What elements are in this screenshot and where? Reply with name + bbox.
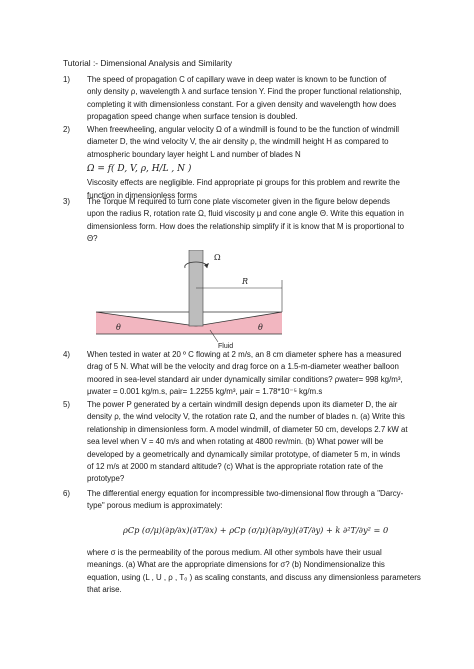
text-line: upon the radius R, rotation rate Ω, fluid viscosity μ and cone angle Θ. Write this equation in bbox=[87, 209, 404, 219]
text-line: prototype? bbox=[87, 474, 125, 484]
text-line: sea level when V = 40 m/s and when rotating at 4800 rev/min. (b) What power will be bbox=[87, 437, 384, 447]
text-line: that arise. bbox=[87, 585, 122, 595]
text-line: type" porous medium is approximately: bbox=[87, 501, 223, 511]
question-number: 2) bbox=[63, 125, 71, 134]
text-line: When freewheeling, angular velocity Ω of a windmill is found to be the function of windmill bbox=[87, 125, 400, 134]
text-line: moored in sea-level standard air under dynamically similar conditions? ρwater= 998 kg/m³, bbox=[87, 374, 403, 384]
text-line: Viscosity effects are negligible. Find appropriate pi groups for this problem and rewrite the bbox=[87, 178, 400, 188]
text-line: meanings. (a) What are the appropriate dimensions for σ? (b) Nondimensionalize this bbox=[87, 560, 385, 570]
question-text bbox=[87, 488, 421, 596]
theta-label-left: θ bbox=[116, 323, 121, 332]
text-line: developed by a geometrically and dynamically similar prototype, of diameter 5 m, in winds bbox=[87, 449, 401, 459]
text-line: μwater = 0.001 kg/m.s, ρair= 1.2255 kg/m³, μair = 1.78*10⁻⁵ kg/m.s bbox=[87, 387, 323, 397]
text-line: density ρ, the wind velocity V, the rotation rate Ω, and the number of blades n. (a) Write this bbox=[87, 412, 405, 422]
question-text bbox=[87, 124, 415, 202]
text-line: The differential energy equation for incompressible two-dimensional flow through a "Darcy- bbox=[87, 489, 404, 498]
text-line: The power P generated by a certain windmill design depends upon its diameter D, the air bbox=[87, 400, 398, 409]
text-line: Θ? bbox=[87, 234, 98, 244]
text-line: relationship in dimensionless form. A model windmill, of diameter 50 cm, develops 2.7 kW at bbox=[87, 424, 408, 434]
fluid-label: Fluid bbox=[218, 343, 234, 350]
question-text bbox=[87, 349, 415, 399]
equation: Ω = f( D, V, ρ, H/L , N ) bbox=[87, 164, 192, 175]
text-line: propagation speed change when surface tension is doubled. bbox=[87, 112, 298, 122]
radius-label: R bbox=[242, 277, 249, 286]
text-line: atmospheric boundary layer height L and number of blades N bbox=[87, 149, 301, 159]
text-line: only density ρ, wavelength λ and surface tension Y. Find the proper functional relationship, bbox=[87, 87, 402, 97]
text-line: The Torque M required to turn cone plate viscometer given in the figure below depends bbox=[87, 197, 390, 206]
omega-label: Ω bbox=[214, 253, 221, 262]
page-title: Tutorial :- Dimensional Analysis and Similarity bbox=[63, 58, 233, 68]
question-text bbox=[87, 196, 415, 246]
text-line: When tested in water at 20 º C flowing at 2 m/s, an 8 cm diameter sphere has a measured bbox=[87, 350, 402, 359]
question-number: 1) bbox=[63, 75, 71, 84]
text-line: equation, using (L , U , ρ , T₀ ) as scaling constants, and discuss any dimensionless parameters bbox=[87, 572, 421, 582]
question-text bbox=[87, 74, 415, 124]
text-line: drag of 5 N. What will be the velocity and drag force on a 1.5-m-diameter weather balloon bbox=[87, 362, 399, 372]
question-text bbox=[87, 399, 415, 486]
text-line: where σ is the permeability of the porous medium. All other symbols have their usual bbox=[87, 547, 382, 557]
text-line: diameter D, the wind velocity V, the air density ρ, the windmill height H as compared to bbox=[87, 137, 389, 147]
text-line: The speed of propagation C of capillary wave in deep water is known to be function of bbox=[87, 75, 387, 84]
text-line: function in dimensionless forms bbox=[87, 190, 198, 200]
text-line: dimensionless form. How does the relationship simplify if it is know that M is proportional to bbox=[87, 221, 405, 231]
equation: ρCp (σ/μ)(∂p/∂x)(∂T/∂x) + ρCp (σ/μ)(∂p/∂y)(∂T/∂y) + k ∂²T/∂y² = 0 bbox=[123, 524, 389, 535]
question-number: 6) bbox=[63, 489, 71, 498]
text-line: of 12 m/s at 2000 m standard altitude? (c) What is the appropriate rotation rate of the bbox=[87, 462, 384, 472]
text-line: completing it with dimensionless constant. For a given density and wavelength how does bbox=[87, 99, 397, 109]
question-number: 5) bbox=[63, 400, 71, 409]
theta-label-right: θ bbox=[258, 323, 263, 332]
question-number: 3) bbox=[63, 197, 71, 206]
cone-plate-viscometer-figure bbox=[90, 250, 390, 350]
question-number: 4) bbox=[63, 350, 71, 359]
